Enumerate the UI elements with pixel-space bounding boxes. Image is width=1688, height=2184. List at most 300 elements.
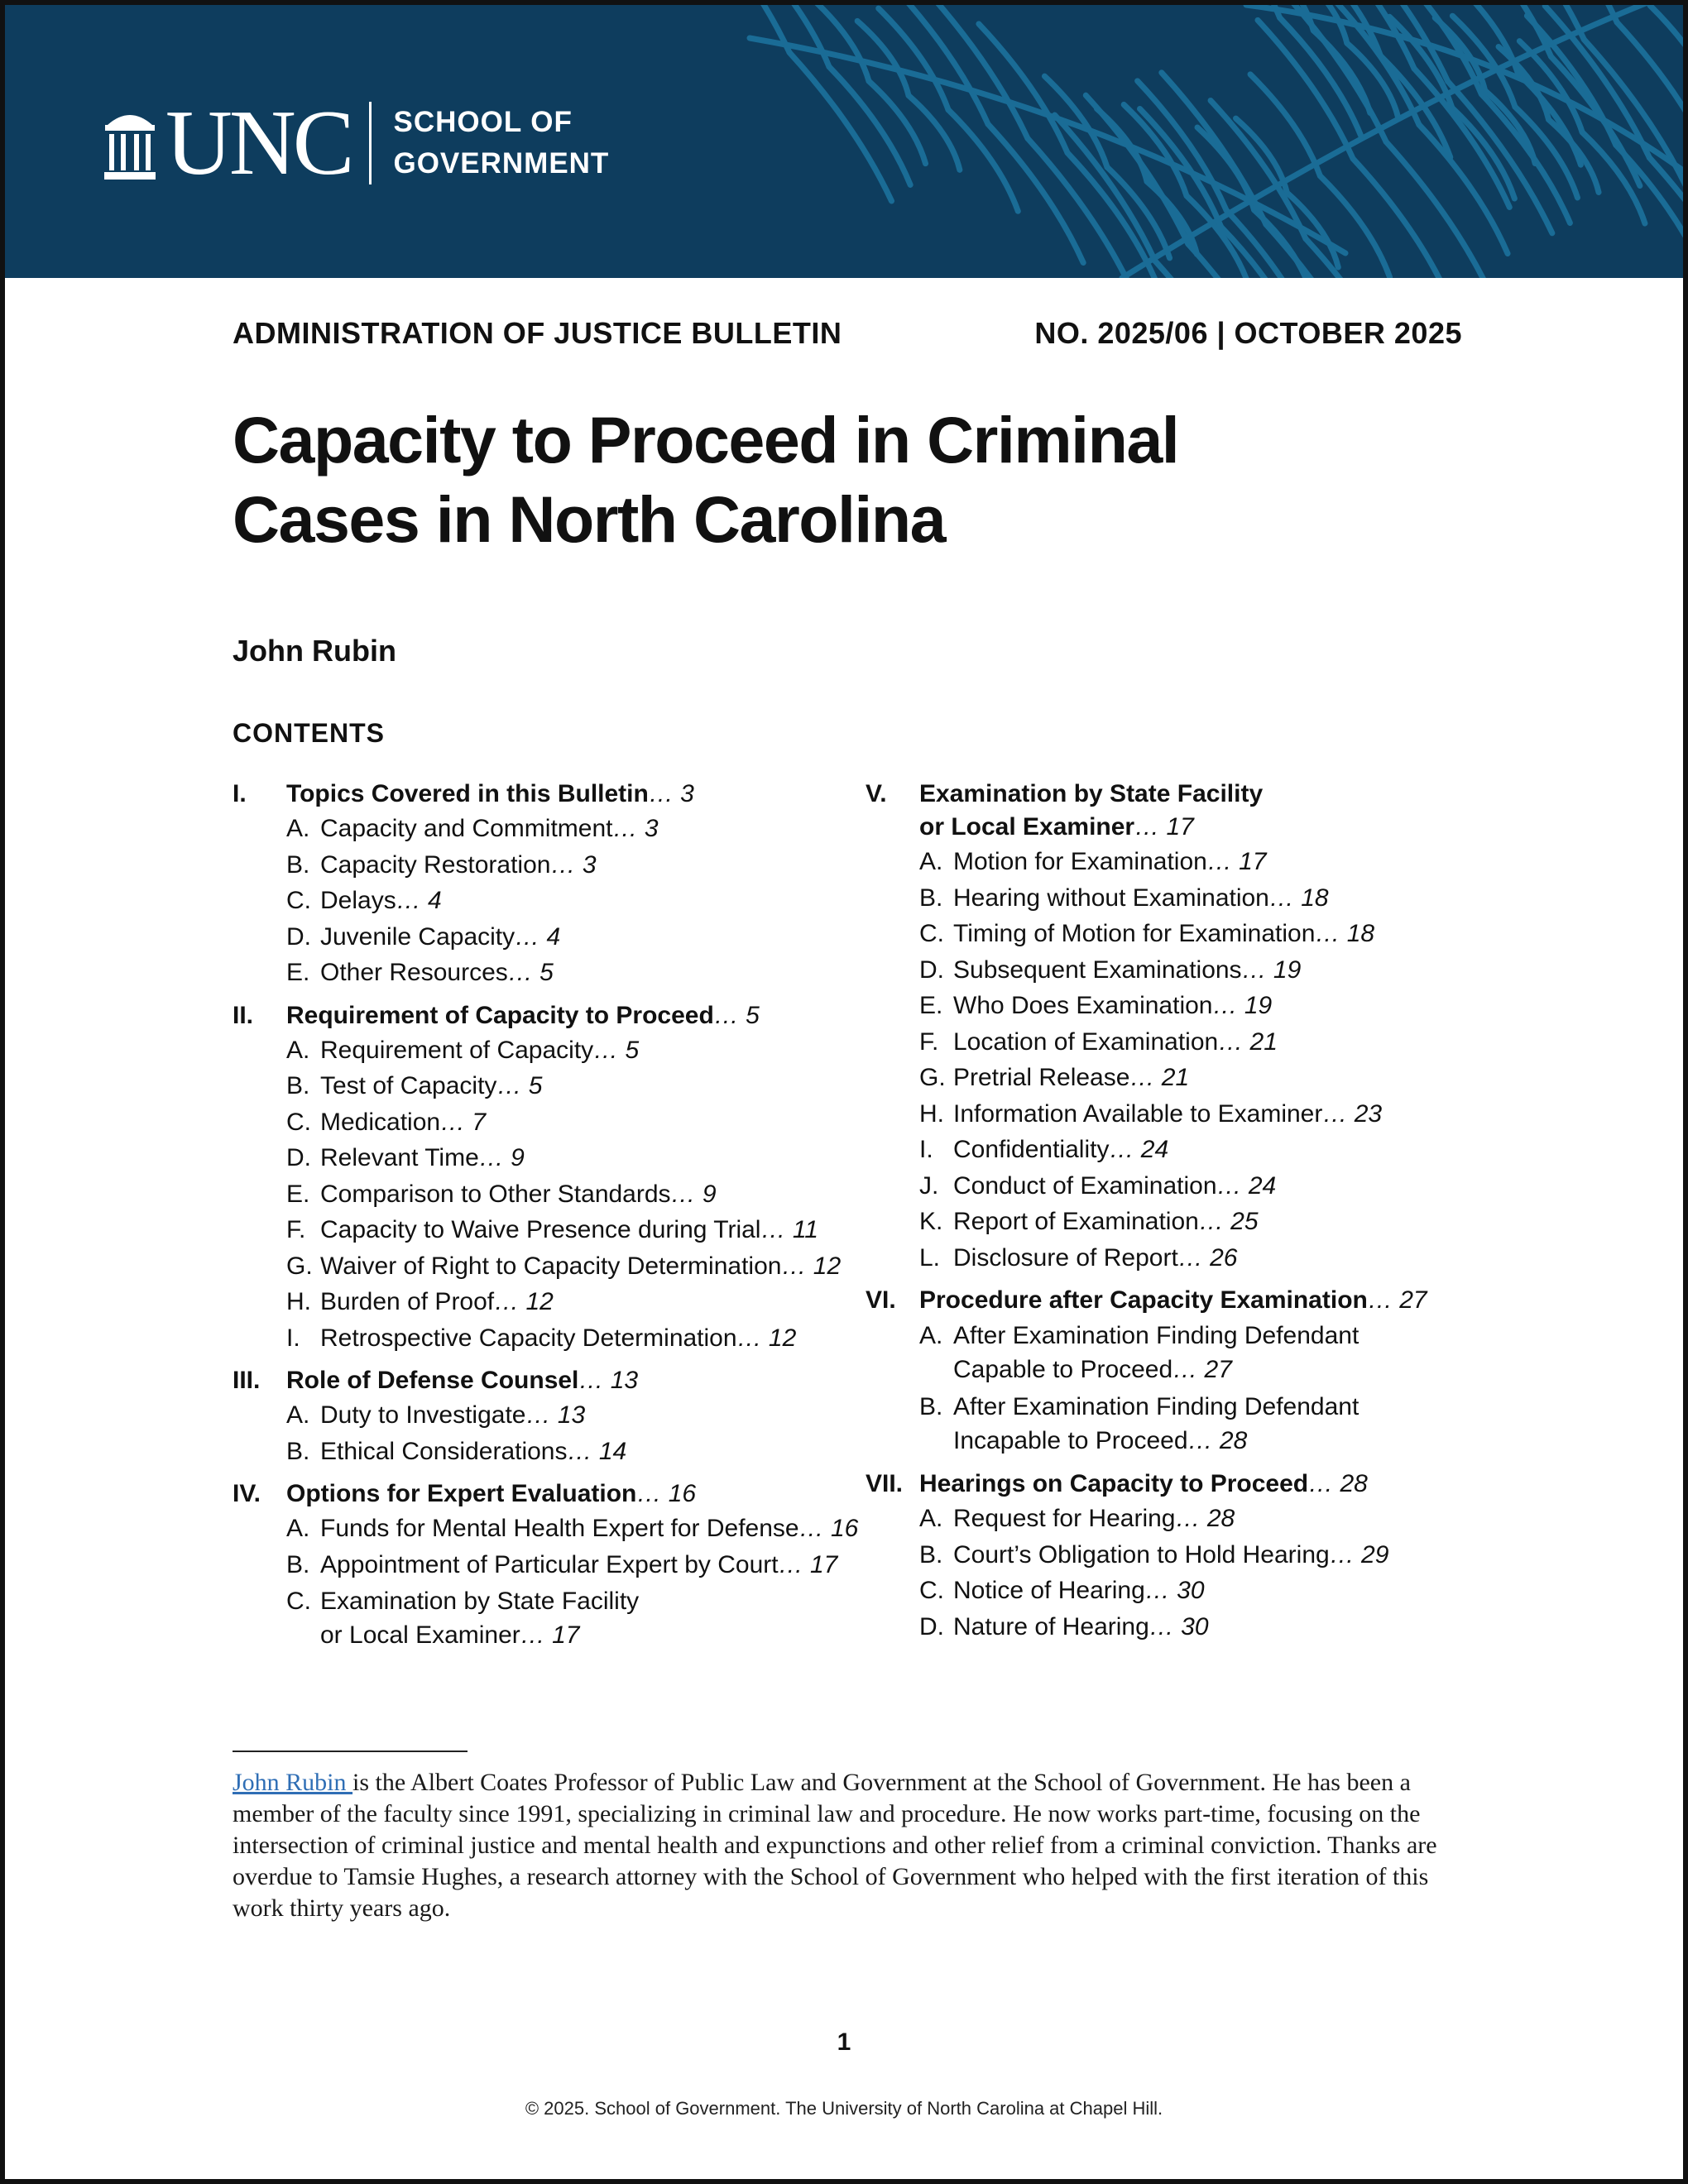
toc-subsection-letter: C. xyxy=(919,1577,944,1604)
toc-page-number: 13 xyxy=(557,1401,586,1429)
toc-leader: … xyxy=(1177,1243,1203,1272)
frond-leaflet xyxy=(1353,159,1448,278)
toc-page-number: 28 xyxy=(1340,1470,1368,1497)
toc-page-number: 5 xyxy=(625,1036,640,1064)
toc-entry-title-cont: or Local Examiner xyxy=(919,813,1135,841)
toc-section-number: II. xyxy=(233,1001,254,1029)
toc-entry-title-cont: Incapable to Proceed xyxy=(953,1427,1188,1454)
toc-section xyxy=(233,1364,861,1469)
toc-page-number: 30 xyxy=(1181,1612,1209,1640)
toc-subsection-entry[interactable] xyxy=(866,952,1478,989)
toc-entry-title: Appointment of Particular Expert by Court xyxy=(320,1550,779,1578)
toc-leader: … xyxy=(778,1550,803,1578)
toc-subsection-title xyxy=(953,988,1478,1024)
toc-entry-title: Waiver of Right to Capacity Determination xyxy=(320,1252,782,1280)
toc-section-entry[interactable] xyxy=(233,1478,861,1511)
toc-subsection-letter: B. xyxy=(286,1550,310,1578)
toc-subsection-title xyxy=(953,916,1478,952)
toc-leader: … xyxy=(1216,1171,1242,1200)
toc-section-number: VI. xyxy=(866,1286,896,1314)
toc-leader: … xyxy=(1322,1099,1348,1128)
toc-subsection-entry[interactable] xyxy=(233,1104,861,1141)
toc-subsection-letter: B. xyxy=(919,1540,943,1569)
toc-subsection-letter: B. xyxy=(286,1072,310,1099)
toc-page-number: 29 xyxy=(1361,1540,1389,1569)
toc-subsection-letter: K. xyxy=(919,1208,943,1235)
toc-subsection-letter: A. xyxy=(286,1515,310,1542)
toc-leader: … xyxy=(515,922,540,951)
toc-subsection-letter: A. xyxy=(919,848,943,875)
toc-entry-title: Timing of Motion for Examination xyxy=(953,920,1316,947)
toc-subsection-entry[interactable] xyxy=(866,916,1478,952)
toc-page-number: 7 xyxy=(472,1108,487,1136)
toc-subsection-title xyxy=(320,1248,861,1285)
toc-subsection-entry[interactable] xyxy=(866,1132,1478,1168)
toc-entry-title: After Examination Finding Defendant xyxy=(953,1393,1360,1420)
toc-entry-title: Options for Expert Evaluation xyxy=(286,1480,637,1507)
toc-leader: … xyxy=(648,780,674,807)
toc-subsection-title xyxy=(320,1176,861,1213)
toc-subsection-letter: B. xyxy=(286,850,310,879)
toc-page-number: 19 xyxy=(1273,956,1302,984)
toc-section-entry[interactable] xyxy=(233,778,861,811)
toc-subsection-entry[interactable] xyxy=(866,1168,1478,1205)
toc-subsection-letter: E. xyxy=(919,992,943,1019)
toc-entry-title: Conduct of Examination xyxy=(953,1171,1217,1200)
toc-subsection-title xyxy=(953,1060,1478,1096)
toc-leader: … xyxy=(670,1180,696,1208)
toc-subsection-title xyxy=(320,1284,861,1320)
toc-section xyxy=(233,778,861,991)
toc-section xyxy=(866,1468,1478,1645)
page-title xyxy=(233,400,1308,559)
toc-section-entry[interactable] xyxy=(866,1468,1478,1501)
logo-wordmark: UNC xyxy=(165,92,352,194)
toc-section-title xyxy=(286,1364,861,1397)
toc-leader: … xyxy=(1109,1136,1134,1163)
toc-entry-title: Juvenile Capacity xyxy=(320,922,516,951)
toc-leader: … xyxy=(1218,1027,1244,1056)
toc-entry-title: Funds for Mental Health Expert for Defense xyxy=(320,1515,799,1542)
toc-subsection-letter: F. xyxy=(286,1216,306,1243)
toc-page-number: 5 xyxy=(539,959,554,986)
toc-subsection-title xyxy=(320,1104,861,1141)
toc-subsection-letter: B. xyxy=(919,1393,943,1420)
toc-page-number: 9 xyxy=(702,1180,717,1208)
toc-subsection-title xyxy=(953,952,1478,989)
toc-section-entry[interactable] xyxy=(866,1284,1478,1317)
toc-section xyxy=(866,778,1478,1276)
toc-subsection-entry[interactable] xyxy=(233,1176,861,1213)
toc-page-number: 12 xyxy=(813,1252,842,1280)
toc-subsection-title xyxy=(953,1319,1478,1387)
bulletin-header-row xyxy=(233,316,1462,351)
toc-section-number: I. xyxy=(233,780,247,807)
toc-entry-title: Duty to Investigate xyxy=(320,1401,526,1429)
toc-entry-title: Notice of Hearing xyxy=(953,1577,1145,1604)
toc-leader: … xyxy=(1198,1208,1224,1235)
toc-entry-title: Delays xyxy=(320,887,396,914)
toc-leader: … xyxy=(1175,1505,1201,1532)
title-line-2: Cases in North Carolina xyxy=(233,482,946,556)
frond-leaflet xyxy=(1419,125,1508,254)
toc-leader: … xyxy=(578,1367,604,1394)
toc-subsection-entry[interactable] xyxy=(233,1032,861,1069)
toc-subsection-entry[interactable] xyxy=(866,1317,1478,1388)
toc-leader: … xyxy=(396,887,421,914)
toc-leader: … xyxy=(713,1001,739,1029)
logo-divider xyxy=(369,102,372,184)
toc-page-number: 3 xyxy=(644,815,659,842)
issue-info: NO. 2025/06 | OCTOBER 2025 xyxy=(1034,316,1462,350)
page-number: 1 xyxy=(837,2028,851,2056)
toc-section-number: V. xyxy=(866,780,887,807)
toc-page-number: 17 xyxy=(1239,848,1267,875)
toc-subsection-letter: G. xyxy=(919,1064,946,1091)
toc-section-number: IV. xyxy=(233,1480,261,1507)
toc-leader: … xyxy=(1206,848,1232,875)
toc-entry-title: Role of Defense Counsel xyxy=(286,1367,579,1394)
toc-subsection-title xyxy=(320,847,861,884)
toc-subsection-entry[interactable] xyxy=(233,1284,861,1320)
logo-line-1: SCHOOL OF xyxy=(393,106,573,138)
toc-subsection-title xyxy=(320,883,861,919)
toc-subsection-title xyxy=(953,1096,1478,1133)
toc-page-number: 17 xyxy=(809,1550,838,1578)
toc-section-entry[interactable] xyxy=(233,1364,861,1397)
toc-page-number: 16 xyxy=(830,1515,859,1542)
series-name: ADMINISTRATION OF JUSTICE BULLETIN xyxy=(233,316,842,350)
toc-subsection-entry[interactable] xyxy=(866,1024,1478,1061)
toc-entry-title: Medication xyxy=(320,1108,441,1136)
toc-subsection-letter: B. xyxy=(286,1437,310,1465)
toc-section xyxy=(233,999,861,1357)
toc-subsection-title xyxy=(320,955,861,991)
toc-entry-title: Examination by State Facility xyxy=(320,1588,640,1615)
toc-page-number: 3 xyxy=(680,780,694,807)
toc-leader: … xyxy=(494,1288,520,1315)
toc-subsection-title xyxy=(320,1434,861,1470)
toc-section-title xyxy=(919,778,1478,844)
toc-entry-title: Request for Hearing xyxy=(953,1505,1176,1532)
toc-subsection-title xyxy=(320,1547,861,1583)
toc-entry-title: Examination by State Facility xyxy=(919,780,1264,807)
frond-leaflet xyxy=(893,5,988,124)
toc-subsection-entry[interactable] xyxy=(233,1068,861,1104)
toc-section-title xyxy=(919,1468,1478,1501)
toc-subsection-entry[interactable] xyxy=(233,1434,861,1470)
toc-subsection-title xyxy=(953,1537,1478,1573)
toc-leader: … xyxy=(1144,1577,1170,1604)
toc-entry-title: Confidentiality xyxy=(953,1136,1110,1163)
toc-entry-title-cont: Capable to Proceed xyxy=(953,1356,1173,1383)
toc-subsection-title xyxy=(320,1584,861,1652)
toc-leader: … xyxy=(798,1515,824,1542)
toc-leader: … xyxy=(736,1324,762,1352)
toc-subsection-title xyxy=(953,844,1478,880)
toc-subsection-letter: F. xyxy=(919,1027,939,1056)
title-line-1: Capacity to Proceed in Criminal xyxy=(233,403,1179,477)
toc-page-number: 26 xyxy=(1210,1243,1238,1272)
toc-entry-title: Retrospective Capacity Determination xyxy=(320,1324,737,1352)
toc-subsection-entry[interactable] xyxy=(866,844,1478,880)
toc-subsection-letter: A. xyxy=(286,1401,310,1429)
toc-subsection-title xyxy=(320,919,861,956)
toc-page-number: 3 xyxy=(582,850,597,879)
toc-subsection-entry[interactable] xyxy=(233,1212,861,1248)
toc-entry-title: Pretrial Release xyxy=(953,1064,1130,1091)
toc-subsection-entry[interactable] xyxy=(233,883,861,919)
toc-section-title xyxy=(286,999,861,1032)
toc-entry-title: Other Resources xyxy=(320,959,508,986)
toc-entry-title: Procedure after Capacity Examination xyxy=(919,1286,1368,1314)
toc-subsection-entry[interactable] xyxy=(233,1583,861,1654)
toc-page-number: 24 xyxy=(1140,1136,1169,1163)
logo-line-2: GOVERNMENT xyxy=(393,147,610,180)
toc-subsection-title xyxy=(953,1609,1478,1645)
toc-subsection-title xyxy=(320,1032,861,1069)
toc-subsection-letter: A. xyxy=(919,1505,943,1532)
toc-column-right xyxy=(866,778,1478,1653)
toc-section-title xyxy=(919,1284,1478,1317)
toc-subsection-title xyxy=(953,1168,1478,1205)
toc-leader: … xyxy=(567,1437,592,1465)
toc-leader: … xyxy=(760,1216,786,1243)
contents-heading: CONTENTS xyxy=(233,718,385,748)
toc-page-number: 21 xyxy=(1249,1027,1278,1056)
toc-entry-title: Who Does Examination xyxy=(953,992,1213,1019)
toc-leader: … xyxy=(1172,1356,1198,1383)
toc-entry-title-cont: or Local Examiner xyxy=(320,1621,520,1649)
toc-section xyxy=(233,1478,861,1654)
toc-entry-title: Location of Examination xyxy=(953,1027,1219,1056)
toc-page-number: 18 xyxy=(1346,920,1375,947)
toc-leader: … xyxy=(1212,992,1238,1019)
copyright-notice: © 2025. School of Government. The University of North Carolina at Chapel Hill. xyxy=(525,2098,1163,2119)
toc-entry-title: Motion for Examination xyxy=(953,848,1207,875)
toc-subsection-entry[interactable] xyxy=(866,880,1478,917)
frond-leaflet xyxy=(1386,141,1490,278)
frond-leaflet xyxy=(748,5,829,67)
toc-entry-title: Test of Capacity xyxy=(320,1072,497,1099)
toc-subsection-entry[interactable] xyxy=(866,988,1478,1024)
frond-leaflet xyxy=(1650,6,1683,107)
toc-subsection-title xyxy=(320,811,861,847)
toc-subsection-letter: A. xyxy=(286,815,310,842)
toc-subsection-letter: C. xyxy=(919,920,944,947)
toc-page-number: 19 xyxy=(1244,992,1273,1019)
toc-subsection-letter: G. xyxy=(286,1252,313,1280)
author-bio-text: is the Albert Coates Professor of Public Law and Government at the School of Government. He has been a member of the faculty since 1991, specializing in criminal law and procedure. He now works part-time, focusing on the intersection of criminal justice and mental health and expunctions and other relief from a criminal conviction. Thanks are overdue to Tamsie Hughes, a research attorney with the School of Government who helped with the first iteration of this work thirty years ago. xyxy=(233,1769,1437,1922)
toc-page-number: 4 xyxy=(428,887,442,914)
toc-section-number: III. xyxy=(233,1367,261,1394)
toc-leader: … xyxy=(550,850,576,879)
toc-subsection-entry[interactable] xyxy=(866,1609,1478,1645)
toc-subsection-entry[interactable] xyxy=(233,811,861,847)
toc-leader: … xyxy=(1134,813,1160,841)
toc-page-number: 12 xyxy=(768,1324,797,1352)
toc-page-number: 28 xyxy=(1206,1505,1235,1532)
toc-subsection-letter: D. xyxy=(286,922,311,951)
frond-leaflet xyxy=(923,5,1028,138)
toc-entry-title: Capacity to Waive Presence during Trial xyxy=(320,1216,761,1243)
toc-subsection-letter: C. xyxy=(286,1108,311,1136)
toc-leader: … xyxy=(496,1072,522,1099)
toc-subsection-title xyxy=(320,1511,861,1547)
toc-entry-title: Comparison to Other Standards xyxy=(320,1180,671,1208)
toc-subsection-letter: B. xyxy=(919,884,943,912)
toc-leader: … xyxy=(1367,1286,1393,1314)
toc-subsection-letter: J. xyxy=(919,1171,939,1200)
toc-entry-title: Hearing without Examination xyxy=(953,884,1269,912)
toc-page-number: 4 xyxy=(546,922,561,951)
toc-page-number: 5 xyxy=(528,1072,543,1099)
toc-entry-title: Nature of Hearing xyxy=(953,1612,1149,1640)
logo-text xyxy=(393,102,609,184)
toc-subsection-title xyxy=(320,1397,861,1434)
toc-page-number: 13 xyxy=(610,1367,639,1394)
toc-leader: … xyxy=(1315,920,1340,947)
toc-leader: … xyxy=(1308,1470,1334,1497)
toc-page-number: 23 xyxy=(1354,1099,1383,1128)
toc-page-number: 27 xyxy=(1204,1356,1232,1383)
unc-sog-logo[interactable] xyxy=(103,92,610,194)
toc-section-entry[interactable] xyxy=(233,999,861,1032)
toc-subsection-title xyxy=(320,1212,861,1248)
toc-subsection-letter: I. xyxy=(919,1136,933,1163)
toc-leader: … xyxy=(1241,956,1267,984)
toc-page-number: 16 xyxy=(668,1480,697,1507)
toc-subsection-letter: H. xyxy=(286,1288,311,1315)
author-bio-link[interactable]: John Rubin xyxy=(233,1769,353,1796)
toc-subsection-letter: E. xyxy=(286,959,310,986)
toc-subsection-entry[interactable] xyxy=(866,1204,1478,1240)
toc-leader: … xyxy=(593,1036,619,1064)
toc-page-number: 21 xyxy=(1161,1064,1190,1091)
toc-entry-title: Court’s Obligation to Hold Hearing xyxy=(953,1540,1330,1569)
toc-subsection-letter: C. xyxy=(286,1588,311,1615)
toc-subsection-entry[interactable] xyxy=(233,1547,861,1583)
toc-leader: … xyxy=(612,815,638,842)
toc-subsection-title xyxy=(953,1132,1478,1168)
toc-subsection-letter: I. xyxy=(286,1324,300,1352)
frond-leaflet xyxy=(909,95,960,170)
toc-subsection-letter: A. xyxy=(286,1036,310,1064)
toc-page-number: 17 xyxy=(1166,813,1194,841)
toc-leader: … xyxy=(636,1480,662,1507)
toc-subsection-title xyxy=(953,1024,1478,1061)
toc-subsection-title xyxy=(953,1501,1478,1537)
toc-leader: … xyxy=(1329,1540,1355,1569)
toc-leader: … xyxy=(507,959,533,986)
toc-subsection-letter: D. xyxy=(919,956,944,984)
toc-subsection-letter: H. xyxy=(919,1099,944,1128)
toc-page-number: 27 xyxy=(1399,1286,1427,1314)
footnote-rule xyxy=(233,1751,468,1752)
toc-subsection-entry[interactable] xyxy=(233,919,861,956)
toc-section xyxy=(866,1284,1478,1459)
toc-leader: … xyxy=(1268,884,1294,912)
toc-subsection-title xyxy=(953,1573,1478,1609)
toc-subsection-title xyxy=(320,1068,861,1104)
toc-subsection-letter: D. xyxy=(286,1144,311,1171)
toc-subsection-title xyxy=(953,880,1478,917)
toc-subsection-entry[interactable] xyxy=(866,1388,1478,1459)
toc-entry-title: Disclosure of Report xyxy=(953,1243,1178,1272)
toc-leader: … xyxy=(478,1144,504,1171)
toc-leader: … xyxy=(1129,1064,1155,1091)
toc-column-left xyxy=(233,778,861,1662)
toc-page-number: 17 xyxy=(552,1621,580,1649)
toc-subsection-entry[interactable] xyxy=(866,1240,1478,1276)
toc-leader: … xyxy=(440,1108,466,1136)
toc-entry-title: Capacity and Commitment xyxy=(320,815,613,842)
toc-leader: … xyxy=(520,1621,545,1649)
toc-subsection-letter: D. xyxy=(919,1612,944,1640)
header-banner xyxy=(5,5,1683,278)
toc-subsection-title xyxy=(953,1390,1478,1458)
toc-page-number: 14 xyxy=(598,1437,627,1465)
toc-entry-title: Information Available to Examiner xyxy=(953,1099,1323,1128)
toc-entry-title: After Examination Finding Defendant xyxy=(953,1322,1360,1349)
toc-subsection-letter: L. xyxy=(919,1243,941,1272)
toc-subsection-entry[interactable] xyxy=(866,1060,1478,1096)
toc-subsection-letter: A. xyxy=(919,1322,943,1349)
toc-page-number: 12 xyxy=(525,1288,554,1315)
toc-leader: … xyxy=(781,1252,807,1280)
toc-section-title xyxy=(286,778,861,811)
author-bio-footnote xyxy=(233,1767,1474,1924)
toc-subsection-entry[interactable] xyxy=(233,1140,861,1176)
toc-leader: … xyxy=(525,1401,551,1429)
toc-entry-title: Burden of Proof xyxy=(320,1288,495,1315)
toc-subsection-entry[interactable] xyxy=(233,1511,861,1547)
toc-section-entry[interactable] xyxy=(866,778,1478,844)
toc-section-title xyxy=(286,1478,861,1511)
old-well-icon xyxy=(103,103,157,183)
toc-page-number: 25 xyxy=(1230,1208,1259,1235)
toc-subsection-letter: E. xyxy=(286,1180,310,1208)
toc-entry-title: Hearings on Capacity to Proceed xyxy=(919,1470,1309,1497)
toc-page-number: 11 xyxy=(792,1216,818,1243)
toc-page-number: 30 xyxy=(1177,1577,1205,1604)
toc-subsection-entry[interactable] xyxy=(233,1397,861,1434)
toc-entry-title: Topics Covered in this Bulletin xyxy=(286,780,649,807)
toc-subsection-title xyxy=(320,1320,861,1357)
toc-page-number: 18 xyxy=(1301,884,1329,912)
toc-subsection-entry[interactable] xyxy=(866,1501,1478,1537)
toc-entry-title: Report of Examination xyxy=(953,1208,1199,1235)
toc-entry-title: Subsequent Examinations xyxy=(953,956,1242,984)
toc-subsection-entry[interactable] xyxy=(233,1248,861,1285)
toc-subsection-title xyxy=(320,1140,861,1176)
toc-page-number: 5 xyxy=(746,1001,760,1029)
toc-subsection-entry[interactable] xyxy=(866,1096,1478,1133)
toc-entry-title: Requirement of Capacity xyxy=(320,1036,594,1064)
toc-subsection-entry[interactable] xyxy=(233,847,861,884)
toc-subsection-title xyxy=(953,1240,1478,1276)
toc-entry-title: Requirement of Capacity to Proceed xyxy=(286,1001,714,1029)
toc-leader: … xyxy=(1187,1427,1213,1454)
frond-spine xyxy=(750,38,1345,253)
toc-subsection-entry[interactable] xyxy=(866,1537,1478,1573)
toc-page-number: 9 xyxy=(511,1144,525,1171)
toc-subsection-letter: C. xyxy=(286,887,311,914)
toc-subsection-entry[interactable] xyxy=(866,1573,1478,1609)
toc-subsection-entry[interactable] xyxy=(233,1320,861,1357)
toc-page-number: 28 xyxy=(1219,1427,1248,1454)
toc-subsection-entry[interactable] xyxy=(233,955,861,991)
